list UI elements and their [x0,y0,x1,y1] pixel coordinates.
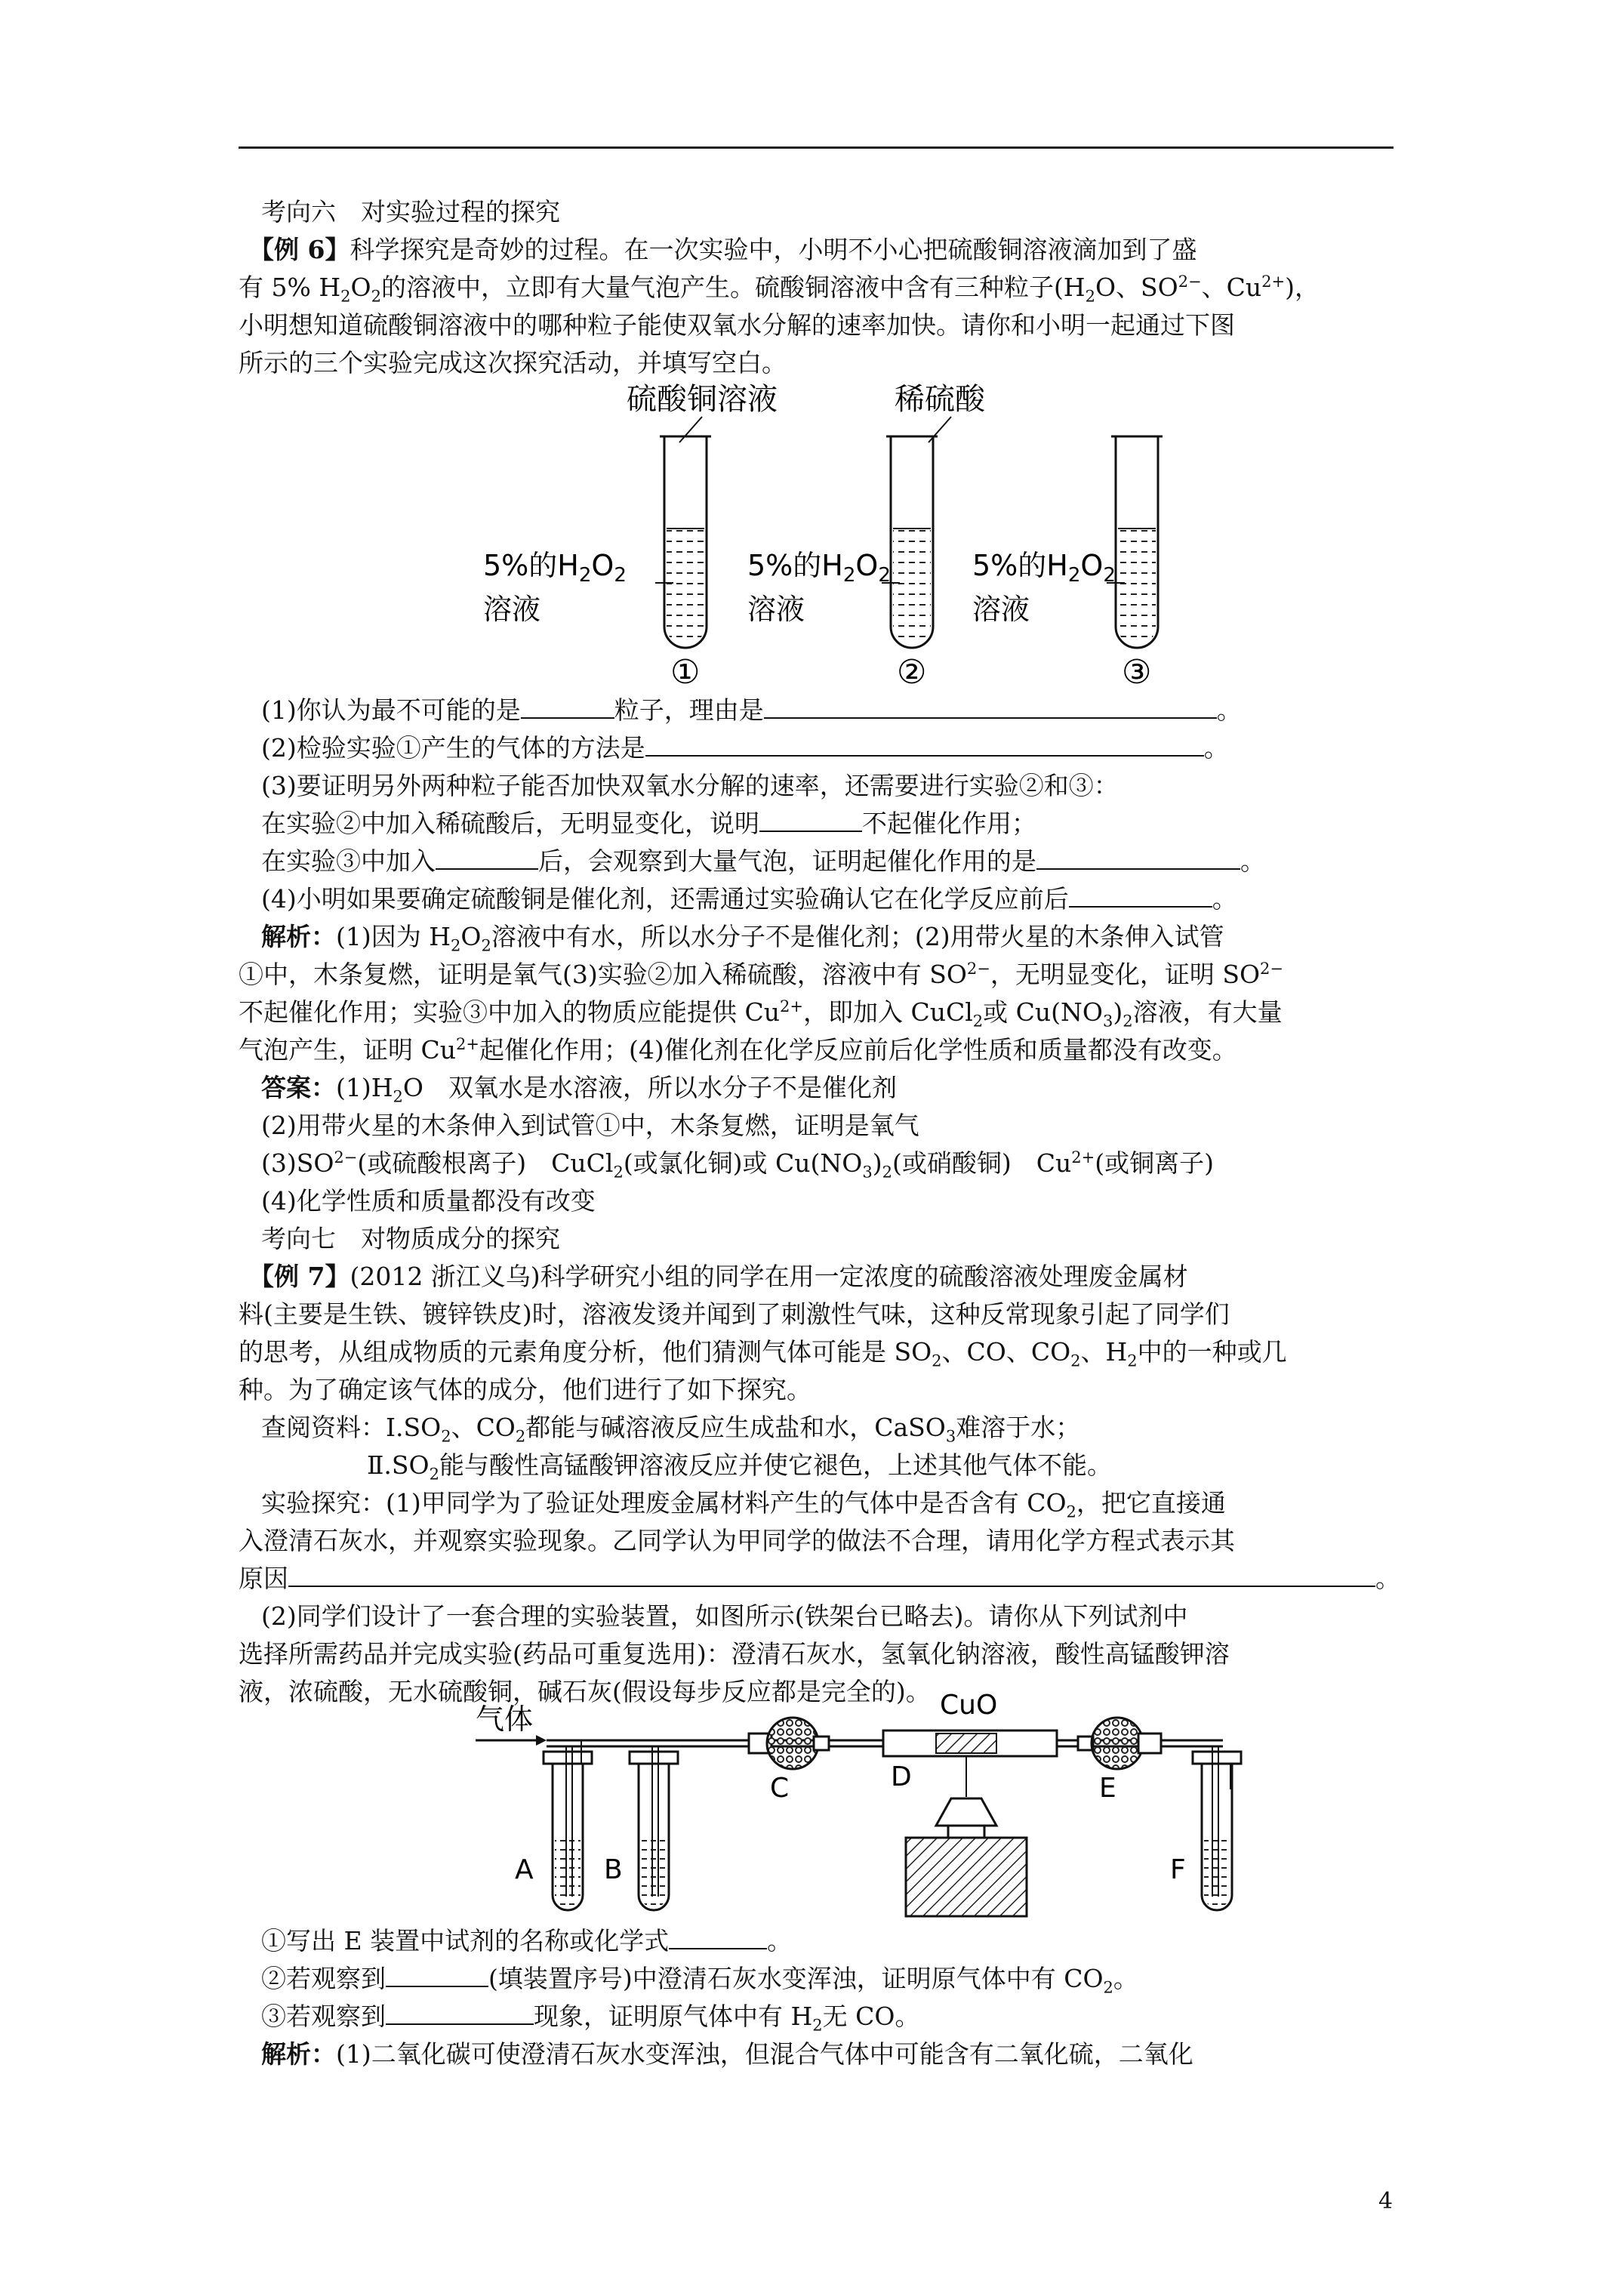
tube-label-3 [972,549,1125,626]
label-CuO: CuO [940,1691,998,1721]
tube-label-1 [483,549,673,626]
test-tube-2 [886,436,938,648]
answer-6-4: (4)化学性质和质量都没有改变 [261,1186,596,1216]
apparatus-C [749,1718,829,1769]
answer-6-3: $(3)SO^{2-}$(或硫酸根离子) CuCl$_2$(或氯化铜)或 $Cu(NO_3)_2$(或硝酸铜) $Cu^{2+}$(或铜离子) [261,1148,1214,1182]
example-7-line2: 料(主要是生铁、镀锌铁皮)时，溶液发烫并闻到了刺激性气味，这种反常现象引起了同学们 [239,1299,1230,1329]
section-heading-7: 考向七 对物质成分的探究 [261,1224,560,1253]
question-6-4: (4)小明如果要确定硫酸铜是催化剂，还需通过实验确认它在化学反应前后 。 [261,880,1416,918]
label-cuso4-solution: 硫酸铜溶液 [627,382,778,417]
header-rule [239,146,1394,149]
example-7-line4: 种。为了确定该气体的成分，他们进行了如下探究。 [239,1375,812,1404]
svg-text:5%的H2O2: 5%的$H_2O_2$ [747,549,891,587]
experiment-7-line1: 实验探究：(1)甲同学为了验证处理废金属材料产生的气体中是否含有 $CO_2$，把它直接通 [261,1488,1226,1521]
tube-number-1: ① [670,653,701,692]
experiment-7-line4: (2)同学们设计了一套合理的实验装置，如图所示(铁架台已略去)。请你从下列试剂中 [261,1601,1188,1631]
apparatus-D [883,1730,1057,1916]
analysis-7-line1: 解析：(1)二氧化碳可使澄清石灰水变浑浊，但混合气体中可能含有二氧化硫，二氧化 [261,2039,1193,2069]
question-6-3a: 在实验②中加入稀硫酸后，无明显变化，说明 不起催化作用； [261,805,1416,843]
experiment-7-line5: 选择所需药品并完成实验(药品可重复选用)：澄清石灰水，氢氧化钠溶液，酸性高锰酸钾溶 [239,1639,1230,1669]
question-6-2: (2)检验实验①产生的气体的方法是 。 [261,729,1416,767]
pointer-line-1 [679,417,702,442]
label-E: E [1099,1773,1116,1804]
tube-number-3: ③ [1122,653,1152,692]
example-7-line3: 的思考，从组成物质的元素角度分析，他们猜测气体可能是 $SO_2$、CO、$CO_2$、$H_2$中的一种或几 [239,1337,1287,1370]
example-6-line1: 【例 6】科学探究是奇妙的过程。在一次实验中，小明不小心把硫酸铜溶液滴加到了盛 [249,235,1197,264]
example-6-line3: 小明想知道硫酸铜溶液中的哪种粒子能使双氧水分解的速率加快。请你和小明一起通过下图 [239,310,1235,340]
label-dilute-acid: 稀硫酸 [895,382,985,417]
label-D: D [891,1761,912,1792]
svg-text:溶液: 溶液 [747,593,805,626]
apparatus-B [630,1746,678,1910]
tube-number-2: ② [897,653,927,692]
question-7-2: ②若观察到 (填装置序号)中澄清石灰水变浑浊，证明原气体中有 $CO_2$。 [261,1960,1416,1998]
reference-7-1: 查阅资料：$Ⅰ.SO_2$、$CO_2$都能与碱溶液反应生成盐和水，CaSO$_3$难溶于水； [261,1413,1081,1446]
label-gas-inlet: 气体 [476,1703,534,1736]
page-number: 4 [1378,2188,1394,2214]
experiment-7-line3: 原因 。 [239,1560,1394,1598]
test-tube-1 [660,436,711,648]
test-tube-figure [453,378,1208,695]
label-A: A [515,1854,534,1885]
label-B: B [604,1854,623,1885]
question-6-1: (1)你认为最不可能的是 粒子，理由是 。 [261,692,1416,729]
tube-label-2 [747,549,900,626]
reference-7-2: $Ⅱ.SO_2$能与酸性高锰酸钾溶液反应并使它褪色，上述其他气体不能。 [367,1450,1112,1484]
answer-6-2: (2)用带火星的木条伸入到试管①中，木条复燃，证明是氧气 [261,1111,919,1140]
example-7-line1: 【例 7】(2012 浙江义乌)科学研究小组的同学在用一定浓度的硫酸溶液处理废金属材 [249,1262,1188,1291]
test-tube-3 [1111,436,1163,648]
question-6-3b: 在实验③中加入 后，会观察到大量气泡，证明起催化作用的是 。 [261,843,1416,880]
label-C: C [770,1773,790,1804]
question-7-1: ①写出 E 装置中试剂的名称或化学式 。 [261,1922,1416,1960]
svg-text:5%的H2O2: 5%的$H_2O_2$ [483,549,627,587]
apparatus-A [544,1740,592,1910]
question-6-3: (3)要证明另外两种粒子能否加快双氧水分解的速率，还需要进行实验②和③： [261,771,1119,800]
apparatus-F [1193,1746,1241,1910]
analysis-6-line4: 气泡产生，证明 $Cu^{2+}$起催化作用；(4)催化剂在化学反应前后化学性质和质量都没有改变。 [239,1035,1237,1065]
svg-text:5%的H2O2: 5%的$H_2O_2$ [972,549,1116,587]
analysis-6-line3: 不起催化作用；实验③中加入的物质应能提供 $Cu^{2+}$，即加入 CuCl$_2$或 $Cu(NO_3)_2$溶液，有大量 [239,997,1283,1031]
apparatus-E [1078,1718,1161,1769]
svg-text:溶液: 溶液 [483,593,541,626]
svg-text:溶液: 溶液 [972,593,1030,626]
example-6-line4: 所示的三个实验完成这次探究活动，并填写空白。 [239,348,787,378]
analysis-6-line2: ①中，木条复燃，证明是氧气(3)实验②加入稀硫酸，溶液中有 $SO^{2-}$，无明显变化，证明 $SO^{2-}$ [239,960,1283,989]
label-F: F [1170,1854,1186,1885]
experiment-7-line2: 入澄清石灰水，并观察实验现象。乙同学认为甲同学的做法不合理，请用化学方程式表示其 [239,1526,1235,1555]
analysis-6-line1: 解析：(1)因为 $H_2O_2$溶液中有水，所以水分子不是催化剂；(2)用带火星的木条伸入试管 [261,922,1224,955]
apparatus-figure [468,1691,1268,1918]
section-heading-6: 考向六 对实验过程的探究 [261,197,560,227]
example-6-line2: 有 5% $H_2O_2$的溶液中，立即有大量气泡产生。硫酸铜溶液中含有三种粒子($H_2O$、$SO^{2-}$、$Cu^{2+}$)， [239,273,1320,306]
question-7-3: ③若观察到 现象，证明原气体中有 $H_2$无 CO。 [261,1998,1416,2036]
experiment-7-line6: 液，浓硫酸，无水硫酸铜，碱石灰(假设每步反应都是完全的)。 [239,1677,931,1706]
answer-6-1: 答案：$(1)H_2O$ 双氧水是水溶液，所以水分子不是催化剂 [261,1073,897,1106]
